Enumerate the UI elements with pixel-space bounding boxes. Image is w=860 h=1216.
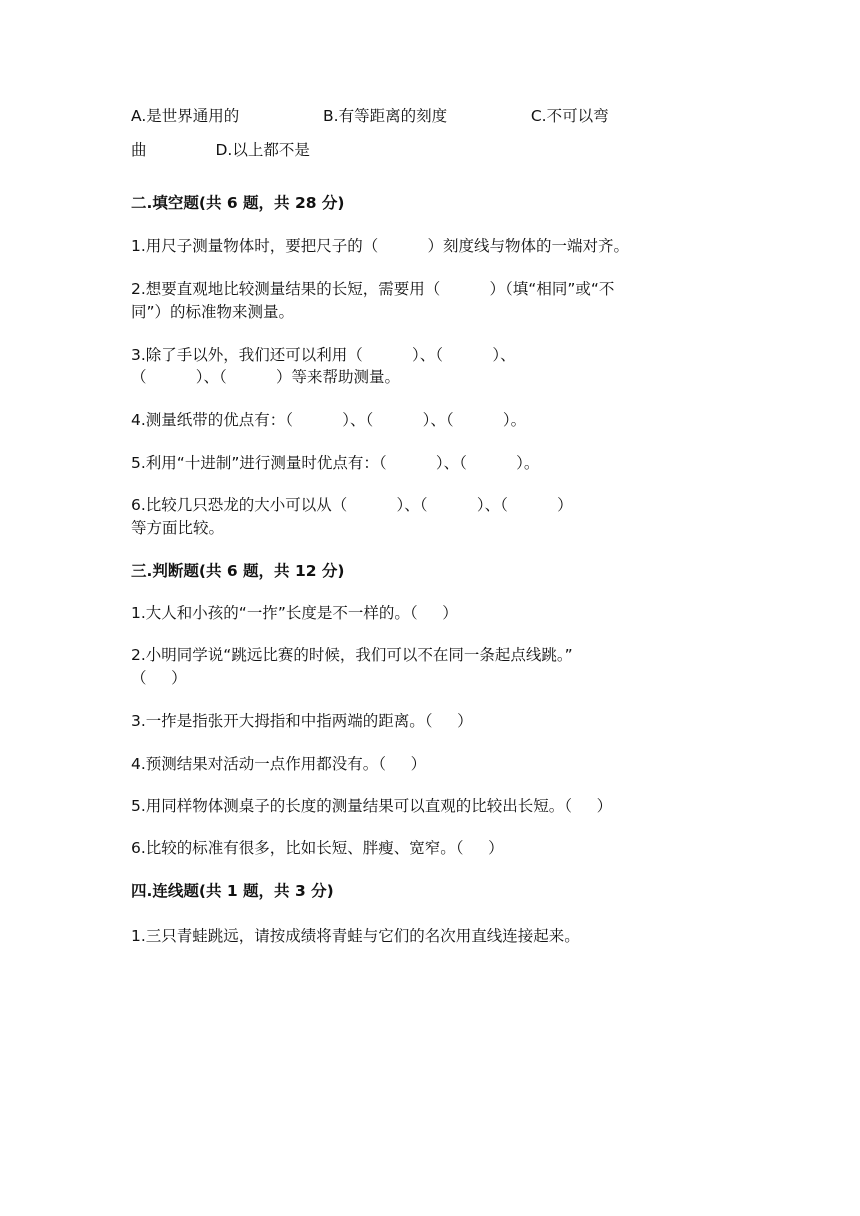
- judge-question-2-line-1: 2.小明同学说“跳远比赛的时候，我们可以不在同一条起点线跳。”: [131, 646, 573, 664]
- fill-question-3-line-2: （ ）、（ ）等来帮助测量。: [131, 368, 401, 386]
- section-heading-fill-blank: 二.填空题(共 6 题，共 28 分): [131, 194, 345, 212]
- judge-question-4: 4.预测结果对活动一点作用都没有。（ ）: [131, 755, 427, 773]
- matching-question-1: 1.三只青蛙跳远，请按成绩将青蛙与它们的名次用直线连接起来。: [131, 927, 580, 945]
- judge-question-2-line-2: （ ）: [131, 669, 187, 687]
- judge-question-3: 3.一拃是指张开大拇指和中指两端的距离。（ ）: [131, 712, 473, 730]
- fill-question-3-line-1: 3.除了手以外，我们还可以利用（ ）、（ ）、: [131, 346, 516, 364]
- judge-question-5: 5.用同样物体测桌子的长度的测量结果可以直观的比较出长短。（ ）: [131, 797, 613, 815]
- choice-options-line-1: A.是世界通用的 B.有等距离的刻度 C.不可以弯: [131, 107, 609, 125]
- judge-question-6: 6.比较的标准有很多，比如长短、胖瘦、宽窄。（ ）: [131, 839, 504, 857]
- section-heading-true-false: 三.判断题(共 6 题，共 12 分): [131, 562, 345, 580]
- fill-question-2-line-1: 2.想要直观地比较测量结果的长短，需要用（ ）（填“相同”或“不: [131, 280, 615, 298]
- fill-question-2-line-2: 同”）的标准物来测量。: [131, 303, 295, 321]
- fill-question-1: 1.用尺子测量物体时，要把尺子的（ ）刻度线与物体的一端对齐。: [131, 237, 630, 255]
- fill-question-6-line-1: 6.比较几只恐龙的大小可以从（ ）、（ ）、（ ）: [131, 496, 573, 514]
- fill-question-6-line-2: 等方面比较。: [131, 519, 225, 537]
- fill-question-5: 5.利用“十进制”进行测量时优点有：（ ）、（ ）。: [131, 454, 540, 472]
- fill-question-4: 4.测量纸带的优点有：（ ）、（ ）、（ ）。: [131, 411, 527, 429]
- choice-options-line-2: 曲 D.以上都不是: [131, 141, 310, 159]
- judge-question-1: 1.大人和小孩的“一拃”长度是不一样的。（ ）: [131, 604, 458, 622]
- section-heading-matching: 四.连线题(共 1 题，共 3 分): [131, 882, 334, 900]
